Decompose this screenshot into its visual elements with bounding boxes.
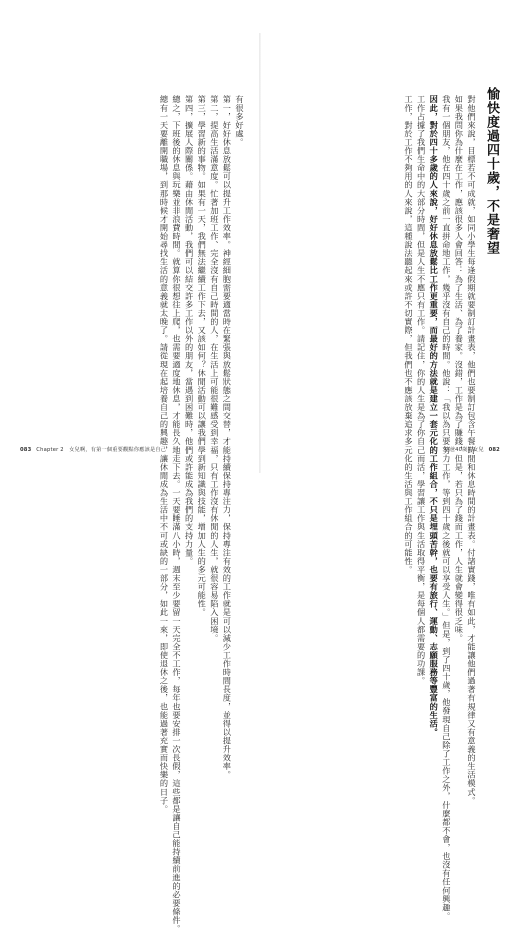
body-paragraph: 工作占據了我們生命中的大部分時間，但是人生不應只有工作。請記住，你的人生是為了你自己而活，學習讓工作與生活取得平衡，是每個人都需要的功課。: [416, 95, 427, 685]
body-paragraph: 工作，對於工作不夠用的人來說，這種說法聽起來或許不切實際，但我們也不應該放棄追求多元化的生活與工作組合的可能性。: [404, 95, 415, 574]
body-paragraph: 總之，下班後的休息與玩樂並非浪費時間。就算你很想往上爬，也需要適度地休息，才能長久地走下去。一天要睡滿八小時，週末至少要留一天完全不工作，每年也要安排一次長假，這些都是讓自己能持續前進的必要條件。: [172, 95, 183, 933]
left-page-footer: [20, 446, 166, 453]
body-paragraph: 第一，好好休息放鬆可以提升工作效率。神經細胞需要適當時在緊張與放鬆狀態之間交替，才能持續保持專注力，保持專注有效的工作就是可以減少工作時間長度，並得以提升效率。: [222, 95, 233, 779]
right-page-footer: [444, 446, 500, 453]
running-header-book-title: 給爸40歲的女兒: [444, 447, 484, 453]
body-paragraph: 第四，擴展人際關係。藉由休閒活動，我們可以結交許多工作以外的朋友，當遇到困難時，他們或許能成為我們的支持力量。: [184, 95, 195, 566]
intro-paragraph: 對他們來說，目標若不可成就，如同小學生每逢假期就要制訂計畫表，他們也要制訂包含午餐時間和休息時間的計畫表。付諸實踐，唯有如此，才能讓他們過著有規律又有意義的生活模式。: [467, 95, 477, 805]
right-page: [260, 33, 508, 921]
page-number: 082: [488, 447, 500, 453]
body-paragraph: 有很多好處。: [235, 95, 245, 147]
body-paragraph: 第二，提高生活滿意度。忙著加班工作、完全沒有自己時間的人，在生活上可能很難感受到幸福，只有工作沒有休閒的人生，就很容易陷入困境。: [209, 95, 220, 643]
running-header-chapter: Chapter 2 女兒啊，有第一個重要觀點你應該是自己: [36, 447, 167, 453]
page-number: 083: [20, 447, 32, 453]
emphasis-paragraph: 因此，對於四十多歲的人來說，好好休息放鬆比工作更重要，而最好的方法就是建立一套元化的工作組合，不只是埋頭苦幹，也要有旅行、運動、志願服務等豐富的生活。: [429, 95, 440, 737]
left-page: [12, 33, 260, 933]
body-paragraph: 如果我問你為什麼在工作，應該很多人會回答：為了生活、為了養家。沒錯，工作是為了賺錢，但是，若只為了錢而工作，人生就會變得很乏味。: [454, 95, 465, 643]
section-title: 愉快度過四十歲，不是奢望: [484, 87, 499, 255]
body-paragraph: 總有一天要離開職場，到那時候才開始尋找生活的意義就太晚了。請從現在起培養自己的興趣，讓休閒成為生活中不可或缺的一部分，如此一來，即使退休之後，也能過著充實而快樂的日子。: [159, 95, 170, 814]
book-spread: [12, 33, 508, 933]
body-paragraph: 我有一個朋友，他在四十歲之前一直拼命地工作，幾乎沒有自己的時間。他說：「我以為只要努力工作，等到四十歲之後就可以享受人生。」但是，到了四十歲，他發現自己除了工作之外，什麼都不會，也沒有任何興趣。: [441, 95, 452, 921]
body-paragraph: 第三，學習新的事物。如果有一天，我們無法繼續工作下去，又該如何？休閒活動可以讓我們學到新知識與技能，增加人生的多元可能性。: [197, 95, 208, 617]
